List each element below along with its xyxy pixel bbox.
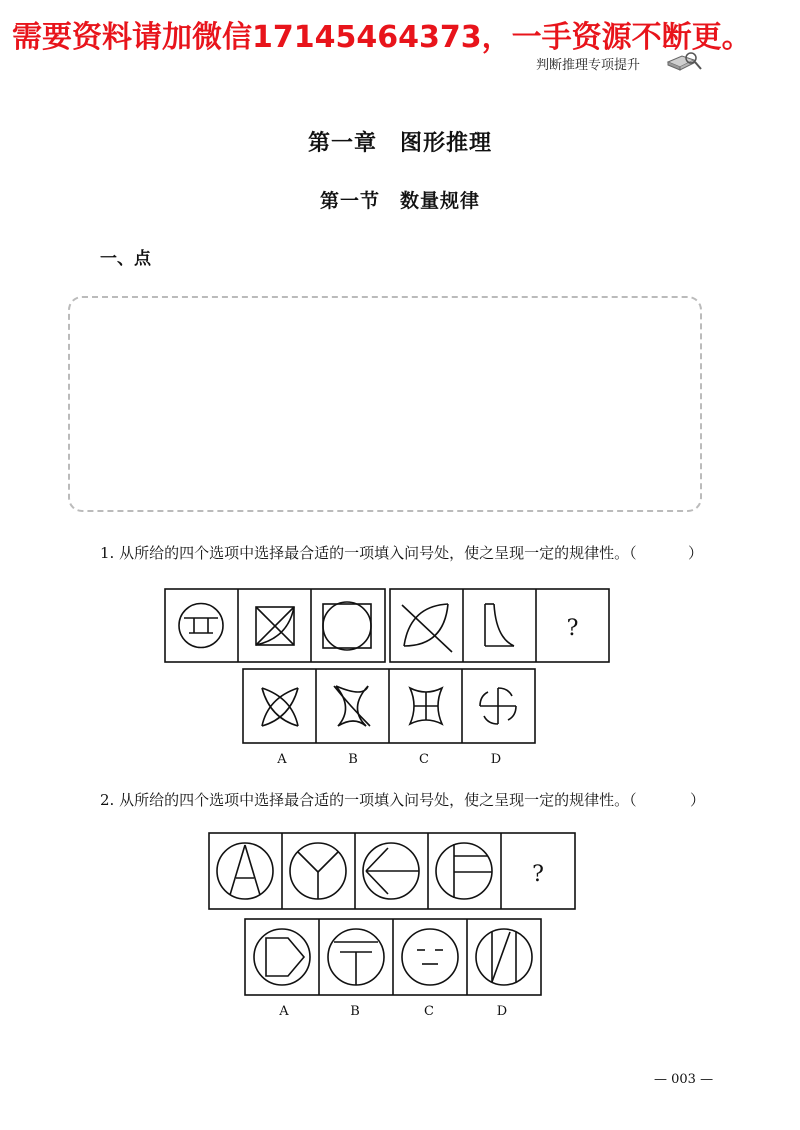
subsection-title: 一、点 [100, 249, 151, 269]
question-1-options [242, 668, 536, 745]
question-2-text: 2. 从所给的四个选项中选择最合适的一项填入问号处，使之呈现一定的规律性。（ [100, 791, 637, 809]
q1-option-b-label: B [348, 752, 358, 767]
question-2-paren-close: ） [690, 791, 706, 809]
section-title: 第一节 数量规律 [319, 190, 480, 212]
q2-option-a-figure [254, 929, 310, 985]
promo-banner: 需要资料请加微信17145464373，一手资源不断更。 [12, 20, 752, 55]
book-magnifier-icon [664, 48, 704, 74]
q1-option-d-label: D [490, 752, 502, 767]
q1-option-a-figure [262, 688, 298, 726]
question-1-sequence [164, 588, 610, 664]
chapter-title: 第一章 图形推理 [307, 131, 492, 156]
q1-option-d-figure [480, 688, 516, 724]
q1-figure-4 [402, 604, 452, 652]
q2-figure-1 [217, 843, 273, 899]
q2-option-c-label: C [424, 1004, 434, 1019]
running-header: 判断推理专项提升 [536, 58, 641, 73]
question-1-placeholder: ? [566, 616, 579, 641]
q2-option-c-figure [402, 929, 458, 985]
q1-figure-3 [323, 602, 371, 650]
q2-option-b-figure [328, 929, 384, 985]
q1-option-c-label: C [419, 752, 429, 767]
q1-figure-1 [179, 604, 223, 648]
note-box [68, 296, 702, 512]
q1-figure-5 [485, 604, 514, 646]
q2-option-a-label: A [279, 1004, 289, 1019]
q1-figure-2 [256, 607, 294, 645]
q2-figure-3 [363, 843, 419, 899]
q2-option-d-label: D [496, 1004, 508, 1019]
q2-figure-4 [436, 843, 492, 899]
question-2-placeholder: ? [532, 862, 544, 887]
question-2-options [244, 918, 542, 996]
q2-figure-2 [290, 843, 346, 899]
question-1-text: 1. 从所给的四个选项中选择最合适的一项填入问号处，使之呈现一定的规律性。（ [100, 544, 637, 562]
q1-option-b-figure [334, 686, 370, 726]
page-number: — 003 — [654, 1072, 714, 1087]
q1-option-c-figure [410, 688, 442, 724]
q2-option-b-label: B [350, 1004, 360, 1019]
q2-option-d-figure [476, 929, 532, 985]
q1-option-a-label: A [277, 752, 287, 767]
question-1-paren-close: ） [688, 544, 704, 562]
question-2-sequence [208, 832, 576, 910]
